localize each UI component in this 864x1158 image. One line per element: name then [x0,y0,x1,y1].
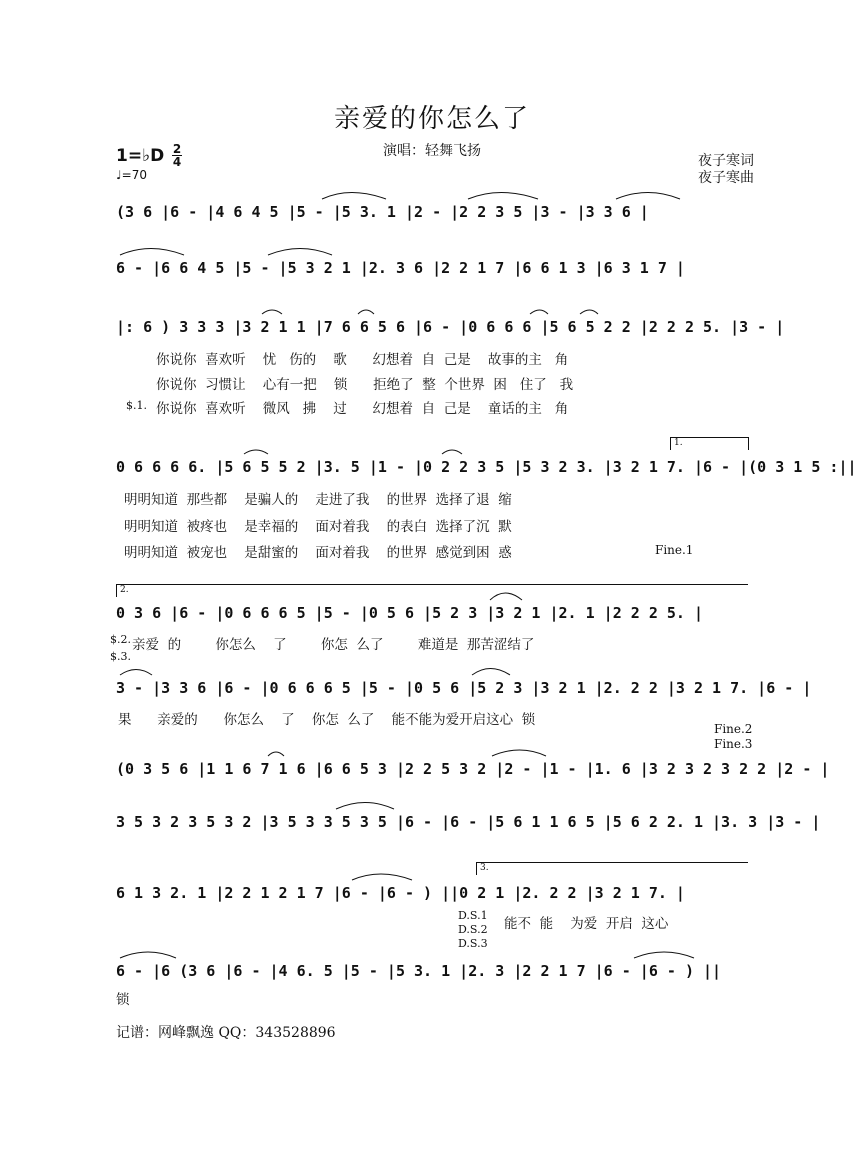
score-row-6: 3 - |3 3 6 |6 - |0 6 6 6 5 |5 - |0 5 6 |5 2 3 |3 2 1 |2. 2 2 |3 2 1 7. |6 - | [116,679,812,697]
lyric-row3-verse2: 你说你 习惯让 心有一把 锁 拒绝了 整 个世界 困 住了 我 [156,377,574,393]
singer-credit: 演唱：轻舞飞扬 [383,143,481,159]
song-title: 亲爱的你怎么了 [333,104,530,134]
time-signature [172,143,182,168]
lyric-row3-verse1: 你说你 喜欢听 忧 伤的 歌 幻想着 自 己是 故事的主 角 [156,352,569,368]
score-row-4: 0 6 6 6 6. |5 6 5 5 2 |3. 5 |1 - |0 2 2 3 5 |5 3 2 3. |3 2 1 7. |6 - |(0 3 1 5 :|| [116,458,857,476]
lyric-row4-verse2: 明明知道 被疼也 是幸福的 面对着我 的表白 选择了沉 默 [124,519,512,535]
lyric-row10: 锁 [116,992,130,1008]
score-row-9: 6 1 3 2. 1 |2 2 1 2 1 7 |6 - |6 - ) ||0 2 1 |2. 2 2 |3 2 1 7. | [116,884,685,902]
time-signature-top: 2 [172,142,182,156]
tempo-mark: ♩=70 [116,168,147,182]
segno-2: $.2. [110,633,131,646]
lyric-row4-verse1: 明明知道 那些都 是骗人的 走进了我 的世界 选择了退 缩 [124,492,512,508]
volta-2: 2. [116,584,748,597]
score-row-7: (0 3 5 6 |1 1 6 7 1 6 |6 6 5 3 |2 2 5 3 2 |2 - |1 - |1. 6 |3 2 3 2 3 2 2 |2 - | [116,760,830,778]
score-row-3: |: 6 ) 3 3 3 |3 2 1 1 |7 6 6 5 6 |6 - |0 6 6 6 |5 6 5 2 2 |2 2 2 5. |3 - | [116,318,785,336]
fine-3: Fine.3 [714,737,753,751]
fine-1: Fine.1 [655,543,694,557]
lyric-row3-verse3: 你说你 喜欢听 微风 拂 过 幻想着 自 己是 童话的主 角 [156,401,569,417]
score-row-2: 6 - |6 6 4 5 |5 - |5 3 2 1 |2. 3 6 |2 2 1 7 |6 6 1 3 |6 3 1 7 | [116,259,685,277]
lyric-row9: 能不 能 为爱 开启 这心 [504,916,669,932]
score-row-5: 0 3 6 |6 - |0 6 6 6 5 |5 - |0 5 6 |5 2 3 |3 2 1 |2. 1 |2 2 2 5. | [116,604,703,622]
time-signature-bottom: 4 [172,155,182,169]
transcriber-footer: 记谱：网峰飘逸 QQ：343528896 [116,1025,336,1041]
segno-3: $.3. [110,650,131,663]
lyric-row4-verse3: 明明知道 被宠也 是甜蜜的 面对着我 的世界 感觉到困 惑 [124,545,512,561]
score-row-1: (3 6 |6 - |4 6 4 5 |5 - |5 3. 1 |2 - |2 2 3 5 |3 - |3 3 6 | [116,203,649,221]
key-signature: 1=♭D [116,146,165,166]
segno-1: $.1. [126,399,147,412]
score-row-8: 3 5 3 2 3 5 3 2 |3 5 3 3 5 3 5 |6 - |6 - |5 6 1 1 6 5 |5 6 2 2. 1 |3. 3 |3 - | [116,813,821,831]
lyric-row5: 亲爱 的 你怎么 了 你怎 么了 难道是 那苦涩结了 [132,637,535,653]
composer-credit: 夜子寒曲 [698,170,754,186]
lyric-row6: 果 亲爱的 你怎么 了 你怎 么了 能不能为爱开启这心 锁 [118,712,536,728]
ds-1: D.S.1 [458,909,488,922]
fine-2: Fine.2 [714,722,753,736]
ds-2: D.S.2 [458,923,488,936]
lyricist-credit: 夜子寒词 [698,153,754,169]
volta-3: 3. [476,862,748,875]
score-row-10: 6 - |6 (3 6 |6 - |4 6. 5 |5 - |5 3. 1 |2. 3 |2 2 1 7 |6 - |6 - ) || [116,962,722,980]
ds-3: D.S.3 [458,937,488,950]
volta-1: 1. [670,437,749,450]
